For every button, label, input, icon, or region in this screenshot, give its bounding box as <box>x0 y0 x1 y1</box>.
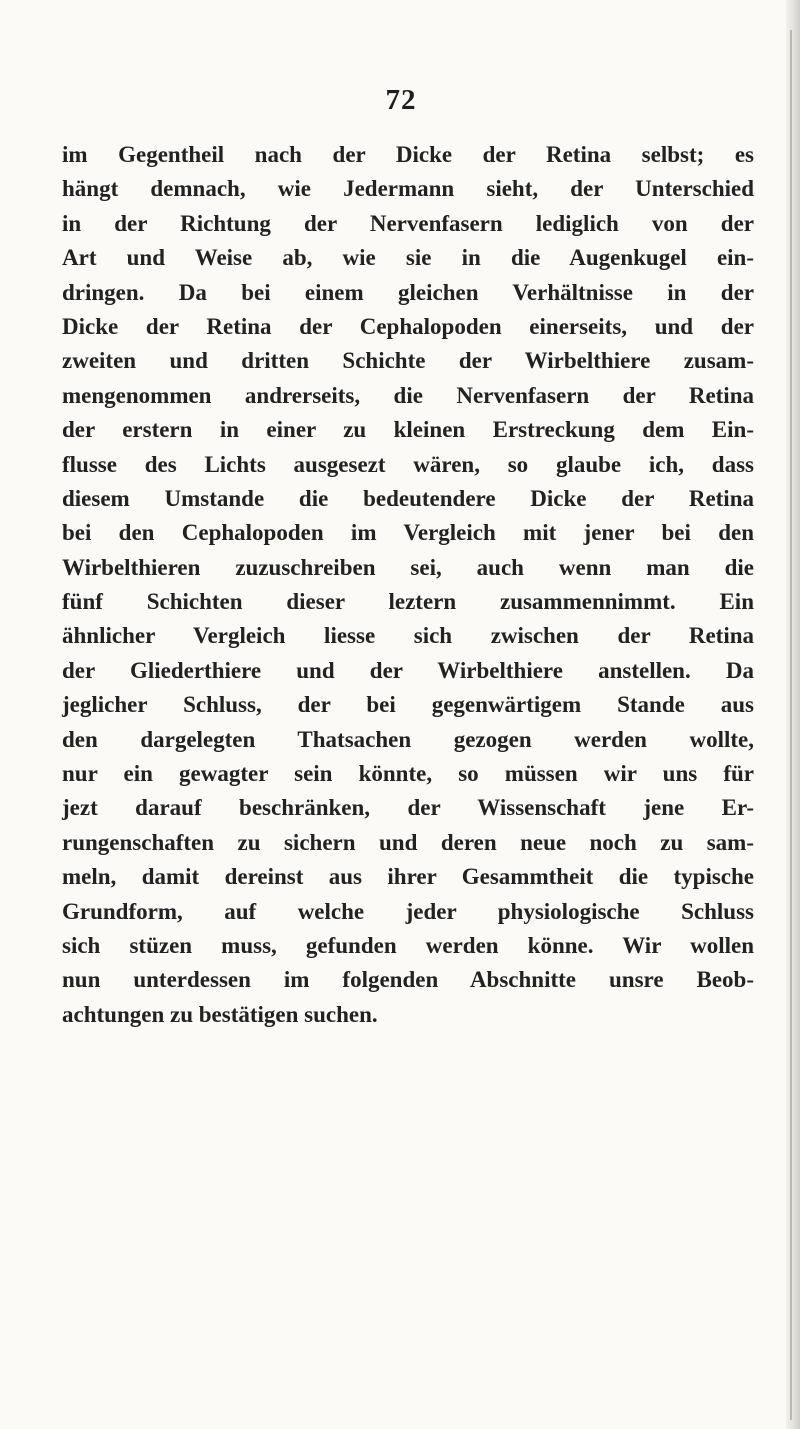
page-edge-line <box>790 30 792 1420</box>
text-line: Grundform, auf welche jeder physiologische Schluss <box>62 898 754 924</box>
text-line: fünf Schichten dieser leztern zusammennimmt. Ein <box>62 589 754 615</box>
text-line: Dicke der Retina der Cephalopoden einerseits, und der <box>62 313 754 339</box>
text-line: der erstern in einer zu kleinen Erstreckung dem Ein- <box>62 417 754 443</box>
text-line: flusse des Lichts ausgesezt wären, so glaube ich, dass <box>62 451 754 477</box>
text-line: jeglicher Schluss, der bei gegenwärtigem Stande aus <box>62 692 754 718</box>
text-line: sich stüzen muss, gefunden werden könne. Wir wollen <box>62 932 754 958</box>
text-line: in der Richtung der Nervenfasern lediglich von der <box>62 210 754 236</box>
text-line: rungenschaften zu sichern und deren neue noch zu sam- <box>62 829 754 855</box>
text-line: zweiten und dritten Schichte der Wirbelthiere zusam- <box>62 348 754 374</box>
text-line: ähnlicher Vergleich liesse sich zwischen der Retina <box>62 623 754 649</box>
text-line: der Gliederthiere und der Wirbelthiere anstellen. Da <box>62 657 754 683</box>
text-line: diesem Umstande die bedeutendere Dicke der Retina <box>62 485 754 511</box>
text-line: nur ein gewagter sein könnte, so müssen wir uns für <box>62 761 754 787</box>
text-line: mengenommen andrerseits, die Nervenfasern der Retina <box>62 382 754 408</box>
text-line: hängt demnach, wie Jedermann sieht, der Unterschied <box>62 176 754 202</box>
text-line: nun unterdessen im folgenden Abschnitte unsre Beob- <box>62 967 754 993</box>
body-text <box>62 138 754 1032</box>
text-line: den dargelegten Thatsachen gezogen werden wollte, <box>62 726 754 752</box>
text-line: bei den Cephalopoden im Vergleich mit jener bei den <box>62 520 754 546</box>
text-line: im Gegentheil nach der Dicke der Retina selbst; es <box>62 142 754 167</box>
text-line: jezt darauf beschränken, der Wissenschaft jene Er- <box>62 795 754 821</box>
text-line: achtungen zu bestätigen suchen. <box>62 1001 378 1027</box>
text-line: Wirbelthieren zuzuschreiben sei, auch wenn man die <box>62 554 754 580</box>
page-edge-shadow <box>786 0 800 1429</box>
text-line: Art und Weise ab, wie sie in die Augenkugel ein- <box>62 245 754 271</box>
text-line: dringen. Da bei einem gleichen Verhältnisse in der <box>62 279 754 305</box>
text-line: meln, damit dereinst aus ihrer Gesammtheit die typische <box>62 864 754 890</box>
page-number: 72 <box>385 84 417 116</box>
